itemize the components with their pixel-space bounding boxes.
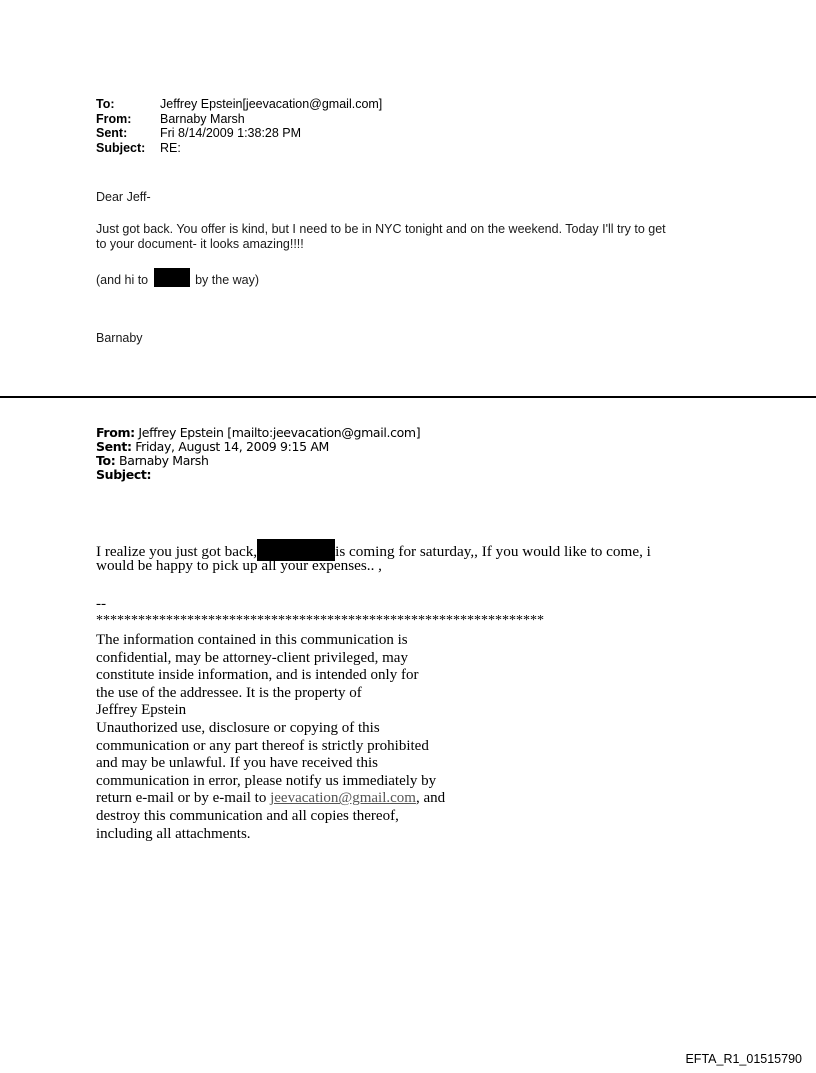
reply-subject-value: RE:: [160, 140, 181, 155]
reply-paragraph-2-after: by the way): [195, 273, 260, 287]
original-from-row: [96, 426, 420, 440]
reply-paragraph-1: [96, 222, 666, 251]
reply-sent-value: Fri 8/14/2009 1:38:28 PM: [160, 126, 302, 140]
reply-from-label: From:: [96, 111, 132, 126]
disclaimer-line-10-after: , and: [415, 790, 446, 807]
original-body-line-1-before: I realize you just got back,: [96, 543, 258, 560]
disclaimer-line: Unauthorized use, disclosure or copying of this: [96, 719, 380, 736]
original-subject-row: [96, 468, 420, 482]
original-to-label: To:: [96, 453, 116, 468]
reply-paragraph-2: [96, 268, 259, 288]
original-from-label: From:: [96, 425, 135, 440]
reply-subject-row: [96, 141, 382, 156]
reply-to-label: To:: [96, 97, 115, 111]
email-link[interactable]: jeevacation@gmail.com: [270, 790, 416, 807]
original-header: [96, 426, 420, 482]
original-body-line-1-after: is coming for saturday,, If you would like to come, i: [335, 543, 651, 560]
original-sent-row: [96, 440, 420, 454]
original-to-row: [96, 454, 420, 468]
signature-stars: ****************************************************************: [96, 613, 544, 628]
disclaimer-line: destroy this communication and all copies thereof,: [96, 807, 399, 824]
reply-from-value: Barnaby Marsh: [160, 111, 245, 126]
reply-subject-label: Subject:: [96, 140, 146, 155]
reply-header: [96, 97, 382, 155]
reply-from-row: [96, 112, 382, 127]
disclaimer-line: confidential, may be attorney-client privileged, may: [96, 649, 408, 666]
disclaimer-line: the use of the addressee. It is the property of: [96, 684, 362, 701]
original-sent-value: Friday, August 14, 2009 9:15 AM: [135, 439, 329, 454]
reply-to-value: Jeffrey Epstein[jeevacation@gmail.com]: [160, 97, 383, 111]
reply-sent-row: [96, 126, 382, 141]
signature-dashes: --: [96, 595, 107, 612]
disclaimer-line-10-before: return e-mail or by e-mail to: [96, 790, 267, 807]
redaction-box: [154, 268, 190, 287]
reply-sent-label: Sent:: [96, 126, 128, 140]
disclaimer-line: The information contained in this communication is: [96, 632, 408, 648]
reply-signature: Barnaby: [96, 331, 143, 345]
reply-to-row: [96, 97, 382, 112]
original-from-value: Jeffrey Epstein [mailto:jeevacation@gmail.com]: [138, 425, 421, 440]
original-subject-label: Subject:: [96, 467, 152, 482]
document-id: EFTA_R1_01515790: [685, 1052, 802, 1066]
disclaimer-line: communication or any part thereof is strictly prohibited: [96, 737, 429, 754]
reply-greeting: Dear Jeff-: [96, 190, 151, 204]
original-to-value: Barnaby Marsh: [119, 453, 209, 468]
reply-paragraph-2-before: (and hi to: [96, 273, 149, 287]
original-body-line-2: would be happy to pick up all your expenses.. ,: [96, 557, 382, 574]
disclaimer-line: Jeffrey Epstein: [96, 702, 187, 719]
disclaimer-line: and may be unlawful. If you have received this: [96, 755, 378, 772]
disclaimer-line: [96, 790, 445, 808]
message-divider: [0, 396, 816, 398]
disclaimer-line: including all attachments.: [96, 825, 251, 842]
disclaimer-line: constitute inside information, and is intended only for: [96, 667, 419, 684]
disclaimer-line: communication in error, please notify us immediately by: [96, 772, 437, 789]
reply-paragraph-1-line-2: to your document- it looks amazing!!!!: [96, 236, 304, 251]
confidentiality-disclaimer: [96, 632, 445, 843]
reply-paragraph-1-line-1: Just got back. You offer is kind, but I need to be in NYC tonight and on the weekend. Today I'll try to get: [96, 222, 666, 236]
original-sent-label: Sent:: [96, 439, 132, 454]
